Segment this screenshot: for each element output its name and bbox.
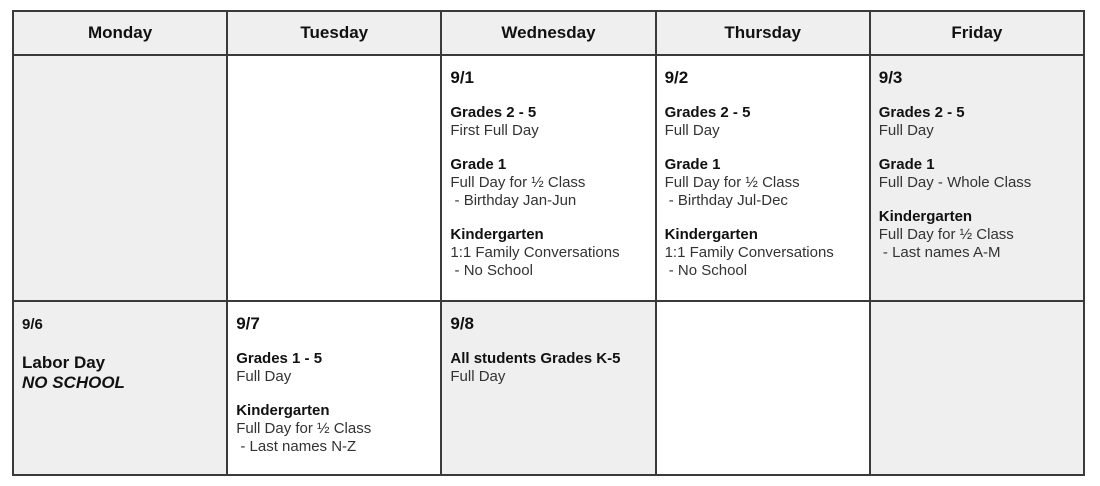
block-title: Kindergarten [878,208,973,225]
schedule-block [450,350,646,386]
holiday-note [22,353,218,393]
header-monday: Monday [13,11,227,55]
block-title: Kindergarten [664,226,758,243]
schedule-block [879,208,1075,262]
schedule-block [879,156,1075,192]
block-line: - Birthday Jul-Dec [664,192,788,209]
block-title: Grades 2 - 5 [664,104,751,121]
header-wednesday: Wednesday [441,11,655,55]
schedule-block [236,402,432,456]
schedule-block [879,104,1075,140]
cell-week1-monday [13,55,227,301]
block-line: Full Day [236,368,292,385]
cell-week1-friday [870,55,1084,301]
block-line: - No School [664,262,748,279]
cell-week2-tuesday [227,301,441,475]
week-row-2 [13,301,1084,475]
block-line: Full Day [878,122,934,139]
block-line: 1:1 Family Conversations [664,244,834,261]
block-title: Grade 1 [664,156,721,173]
block-title: Grades 2 - 5 [878,104,965,121]
block-line: - No School [450,262,533,279]
header-tuesday: Tuesday [227,11,441,55]
block-line: - Last names N-Z [236,438,357,455]
header-thursday: Thursday [656,11,870,55]
schedule-block [450,104,646,140]
block-line: Full Day [450,368,506,385]
cell-week2-wednesday [441,301,655,475]
day-date: 9/8 [450,314,475,333]
holiday-title: Labor Day [22,353,106,372]
week-row-1 [13,55,1084,301]
cell-week2-thursday [656,301,870,475]
day-date: 9/7 [236,314,260,333]
day-date: 9/6 [22,316,43,333]
block-line: Full Day [664,122,720,139]
block-line: Full Day for ½ Class [878,226,1014,243]
holiday-subtitle: NO SCHOOL [22,373,125,392]
header-friday: Friday [870,11,1084,55]
block-title: Kindergarten [450,226,544,243]
block-line: 1:1 Family Conversations [450,244,620,261]
block-line: Full Day for ½ Class [450,174,586,191]
header-row [13,11,1084,55]
block-line: First Full Day [450,122,539,139]
block-title: Grades 2 - 5 [450,104,537,121]
schedule-block [450,226,646,280]
schedule-block [665,104,861,140]
block-title: Kindergarten [236,402,330,419]
block-line: - Birthday Jan-Jun [450,192,577,209]
cell-week2-friday [870,301,1084,475]
schedule-block [665,226,861,280]
block-line: - Last names A-M [878,244,1001,261]
schedule-block [450,156,646,210]
block-line: Full Day for ½ Class [664,174,800,191]
block-title: Grade 1 [450,156,507,173]
block-line: Full Day for ½ Class [236,420,372,437]
school-calendar-table [12,10,1085,476]
cell-week1-wednesday [441,55,655,301]
cell-week1-tuesday [227,55,441,301]
day-date: 9/2 [664,68,689,87]
block-title: All students Grades K-5 [450,350,621,367]
cell-week2-monday [13,301,227,475]
schedule-block [665,156,861,210]
block-title: Grade 1 [878,156,935,173]
day-date: 9/1 [450,68,475,87]
block-title: Grades 1 - 5 [236,350,323,367]
block-line: Full Day - Whole Class [878,174,1032,191]
schedule-block [236,350,432,386]
cell-week1-thursday [656,55,870,301]
day-date: 9/3 [878,68,903,87]
